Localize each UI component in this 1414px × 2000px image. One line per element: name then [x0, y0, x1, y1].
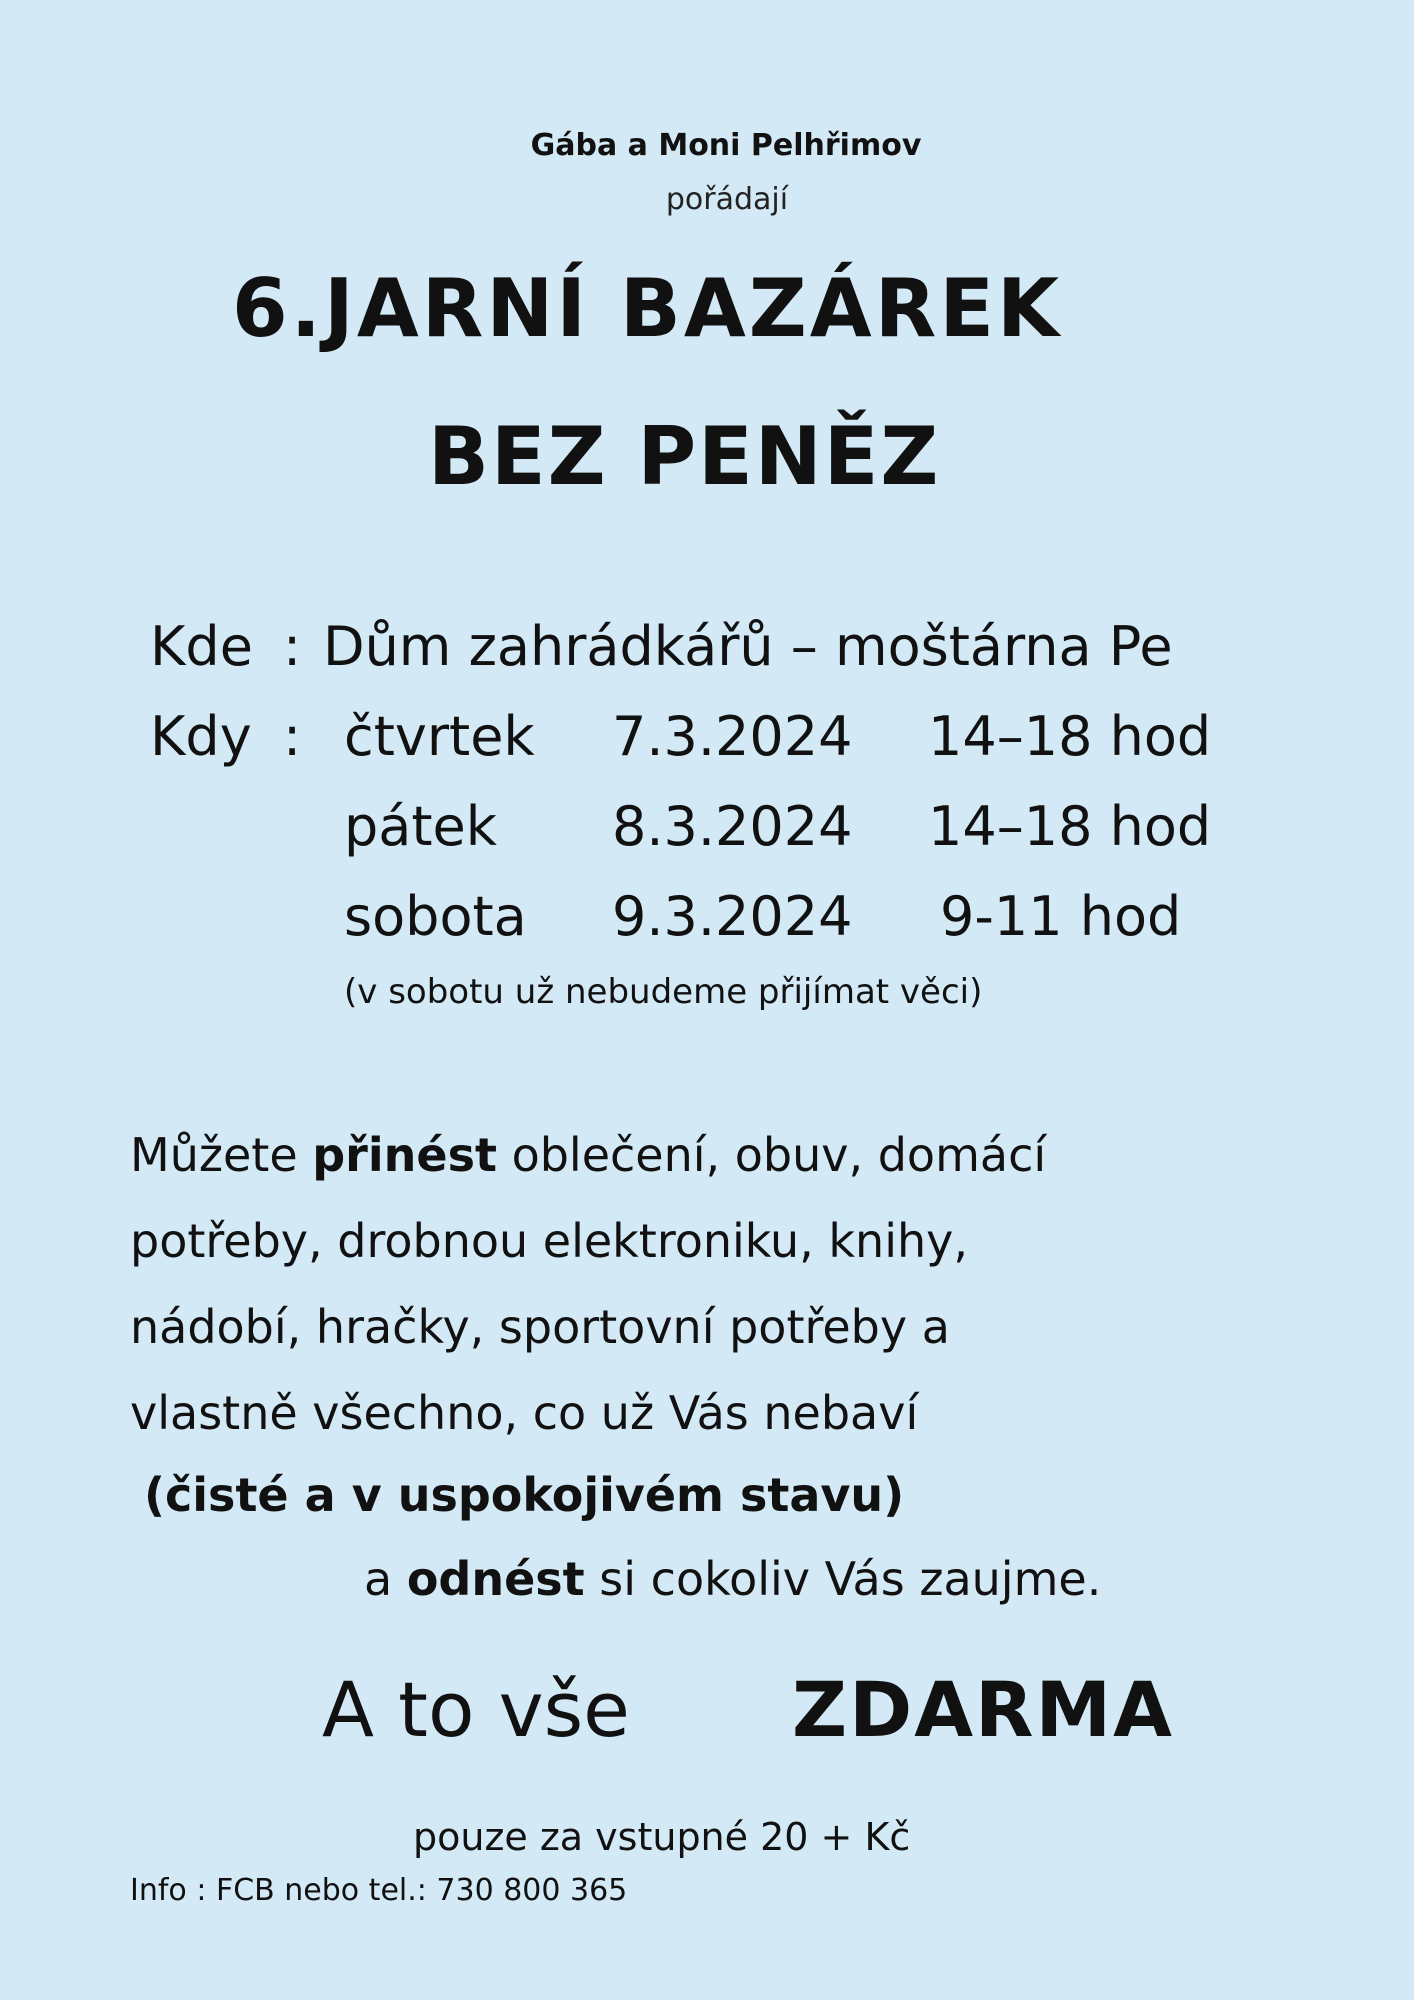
schedule-date: 8.3.2024 [612, 795, 853, 858]
schedule-time: 9-11 hod [940, 885, 1182, 948]
free-prefix: A to vše [322, 1665, 630, 1754]
schedule-day: sobota [344, 885, 527, 948]
where-separator: : [283, 615, 302, 678]
event-title-line-1: 6.JARNÍ BAZÁREK [232, 262, 1062, 355]
schedule-time: 14–18 hod [928, 705, 1212, 768]
description-line-1 [130, 1128, 1046, 1182]
description-line-1-start: Můžete [130, 1128, 313, 1182]
organize-verb: pořádají [665, 182, 789, 217]
when-label: Kdy [150, 705, 252, 768]
schedule-time: 14–18 hod [928, 795, 1212, 858]
schedule-day: pátek [344, 795, 498, 858]
schedule-date: 9.3.2024 [612, 885, 853, 948]
organizer: Gába a Moni Pelhřimov [530, 128, 922, 163]
take-away-start: a [364, 1552, 407, 1606]
event-title-line-2: BEZ PENĚZ [428, 410, 941, 503]
schedule-date: 7.3.2024 [612, 705, 853, 768]
take-away-end: si cokoliv Vás zaujme. [584, 1552, 1102, 1606]
contact-info: Info : FCB nebo tel.: 730 800 365 [130, 1873, 628, 1908]
where-label: Kde [150, 615, 253, 678]
entry-fee: pouze za vstupné 20 + Kč [413, 1815, 911, 1859]
where-value: Dům zahrádkářů – moštárna Pe [323, 615, 1173, 678]
schedule-day: čtvrtek [344, 705, 535, 768]
condition-note: (čisté a v uspokojivém stavu) [144, 1468, 905, 1522]
description-line-4: vlastně všechno, co už Vás nebaví [130, 1386, 919, 1440]
free-word: ZDARMA [792, 1665, 1174, 1754]
saturday-note: (v sobotu už nebudeme přijímat věci) [344, 972, 983, 1012]
take-away-line [364, 1552, 1101, 1606]
description-line-1-end: oblečení, obuv, domácí [496, 1128, 1047, 1182]
bring-emphasis: přinést [312, 1128, 497, 1182]
when-separator: : [283, 705, 302, 768]
description-line-3: nádobí, hračky, sportovní potřeby a [130, 1300, 950, 1354]
description-line-2: potřeby, drobnou elektroniku, knihy, [130, 1214, 968, 1268]
take-emphasis: odnést [406, 1552, 585, 1606]
